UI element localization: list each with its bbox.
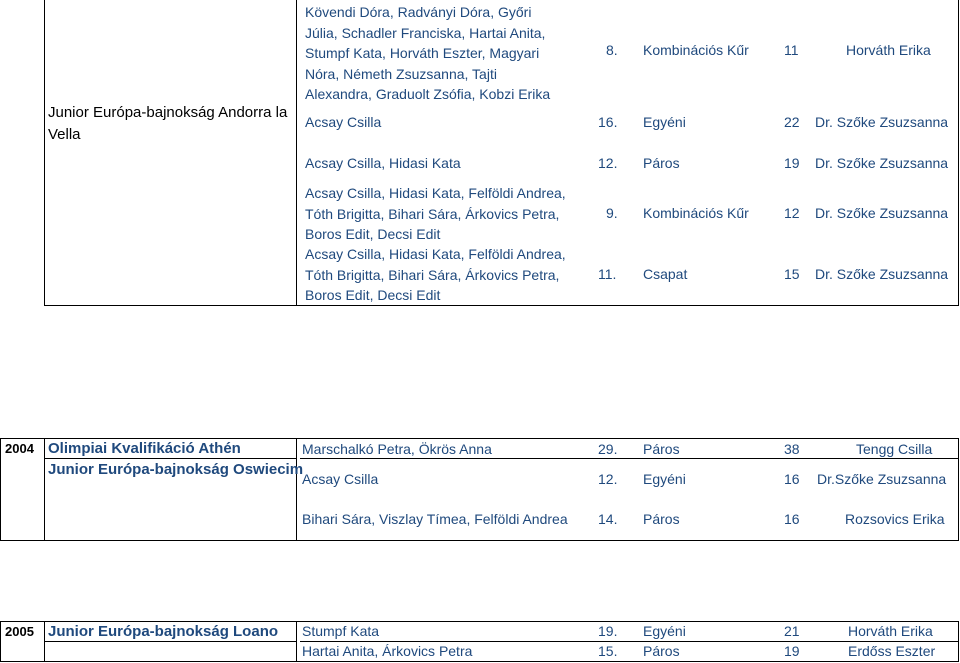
category-cell: Kombinációs Kűr xyxy=(643,42,749,58)
event-name: Junior Európa-bajnokság Loano xyxy=(48,623,279,640)
block2-event-divider xyxy=(296,438,297,541)
count-cell: 19 xyxy=(784,643,800,659)
block3-row1-underline xyxy=(300,641,959,642)
count-cell: 11 xyxy=(784,42,799,58)
coach-cell: Horváth Erika xyxy=(848,623,933,639)
names-cell: Kövendi Dóra, Radványi Dóra, Győri Júlia, Schadler Franciska, Hartai Anita, Stumpf Kata, Horváth Eszter, Magyari Nóra, Németh Zsuzsanna, Tajti Alexandra, Graduolt Zsófia, Kobzi Erika xyxy=(305,4,551,102)
block3-left-border xyxy=(0,621,1,662)
coach-cell: Horváth Erika xyxy=(846,42,931,58)
block3-right-border xyxy=(958,621,959,662)
names-cell: Stumpf Kata xyxy=(302,623,380,639)
coach-cell: Dr. Szőke Zsuzsanna xyxy=(815,114,949,130)
block2-bottom-border xyxy=(0,540,959,541)
block2-right-border xyxy=(958,438,959,541)
category-cell: Páros xyxy=(643,511,680,527)
place-cell: 8. xyxy=(606,42,618,58)
year-cell: 2005 xyxy=(5,624,34,639)
count-cell: 38 xyxy=(784,441,800,457)
coach-cell: Tengg Csilla xyxy=(856,441,933,457)
block1-left-border xyxy=(44,0,45,306)
names-cell: Acsay Csilla xyxy=(302,471,379,487)
coach-cell: Rozsovics Erika xyxy=(845,511,945,527)
category-cell: Páros xyxy=(643,643,680,659)
place-cell: 12. xyxy=(598,155,618,171)
coach-cell: Dr. Szőke Zsuzsanna xyxy=(815,266,949,282)
block3-top-border xyxy=(0,621,959,622)
count-cell: 21 xyxy=(784,623,800,639)
coach-cell: Erdőss Eszter xyxy=(848,643,936,659)
event-name: Junior Európa-bajnokság Oswiecim xyxy=(48,461,304,478)
category-cell: Egyéni xyxy=(643,114,686,130)
count-cell: 15 xyxy=(784,266,800,282)
count-cell: 22 xyxy=(784,114,800,130)
coach-cell: Dr.Szőke Zsuzsanna xyxy=(817,471,947,487)
block3-underline-event xyxy=(44,641,296,642)
place-cell: 11. xyxy=(598,266,617,282)
names-cell: Bihari Sára, Viszlay Tímea, Felföldi Andrea xyxy=(302,511,568,527)
block3-event-divider xyxy=(296,621,297,662)
names-cell: Marschalkó Petra, Ökrös Anna xyxy=(302,441,492,457)
block2-year-divider xyxy=(44,438,45,541)
coach-cell: Dr. Szőke Zsuzsanna xyxy=(815,155,949,171)
coach-cell: Dr. Szőke Zsuzsanna xyxy=(815,205,949,221)
count-cell: 16 xyxy=(784,471,800,487)
place-cell: 19. xyxy=(598,623,618,639)
event-name: Junior Európa-bajnokság Andorra la Vella xyxy=(48,104,288,143)
names-cell: Acsay Csilla xyxy=(305,114,382,130)
place-cell: 16. xyxy=(598,114,618,130)
names-cell: Hartai Anita, Árkovics Petra xyxy=(302,643,473,659)
category-cell: Páros xyxy=(643,155,680,171)
count-cell: 16 xyxy=(784,511,800,527)
names-cell: Acsay Csilla, Hidasi Kata, Felföldi Andrea, Tóth Brigitta, Bihari Sára, Árkovics Petra, Boros Edit, Decsi Edit xyxy=(305,246,566,303)
count-cell: 12 xyxy=(784,205,800,221)
place-cell: 9. xyxy=(606,205,618,221)
category-cell: Csapat xyxy=(643,266,688,282)
block1-right-border xyxy=(958,0,959,306)
category-cell: Egyéni xyxy=(643,471,686,487)
block1-divider xyxy=(296,0,297,306)
block2-left-border xyxy=(0,438,1,541)
place-cell: 14. xyxy=(598,511,618,527)
category-cell: Egyéni xyxy=(643,623,686,639)
year-cell: 2004 xyxy=(5,441,34,456)
category-cell: Kombinációs Kűr xyxy=(643,205,749,221)
block2-underline-event1 xyxy=(44,458,296,459)
place-cell: 15. xyxy=(598,643,618,659)
block2-top-border xyxy=(0,438,959,439)
names-cell: Acsay Csilla, Hidasi Kata xyxy=(305,155,461,171)
block3-year-divider xyxy=(44,621,45,662)
place-cell: 29. xyxy=(598,441,618,457)
event-name: Olimpiai Kvalifikáció Athén xyxy=(48,440,241,457)
category-cell: Páros xyxy=(643,441,680,457)
names-cell: Acsay Csilla, Hidasi Kata, Felföldi Andrea, Tóth Brigitta, Bihari Sára, Árkovics Petra, Boros Edit, Decsi Edit xyxy=(305,185,566,242)
block2-row1-underline xyxy=(300,458,959,459)
count-cell: 19 xyxy=(784,155,800,171)
block3-bottom-border xyxy=(0,661,959,662)
place-cell: 12. xyxy=(598,471,618,487)
